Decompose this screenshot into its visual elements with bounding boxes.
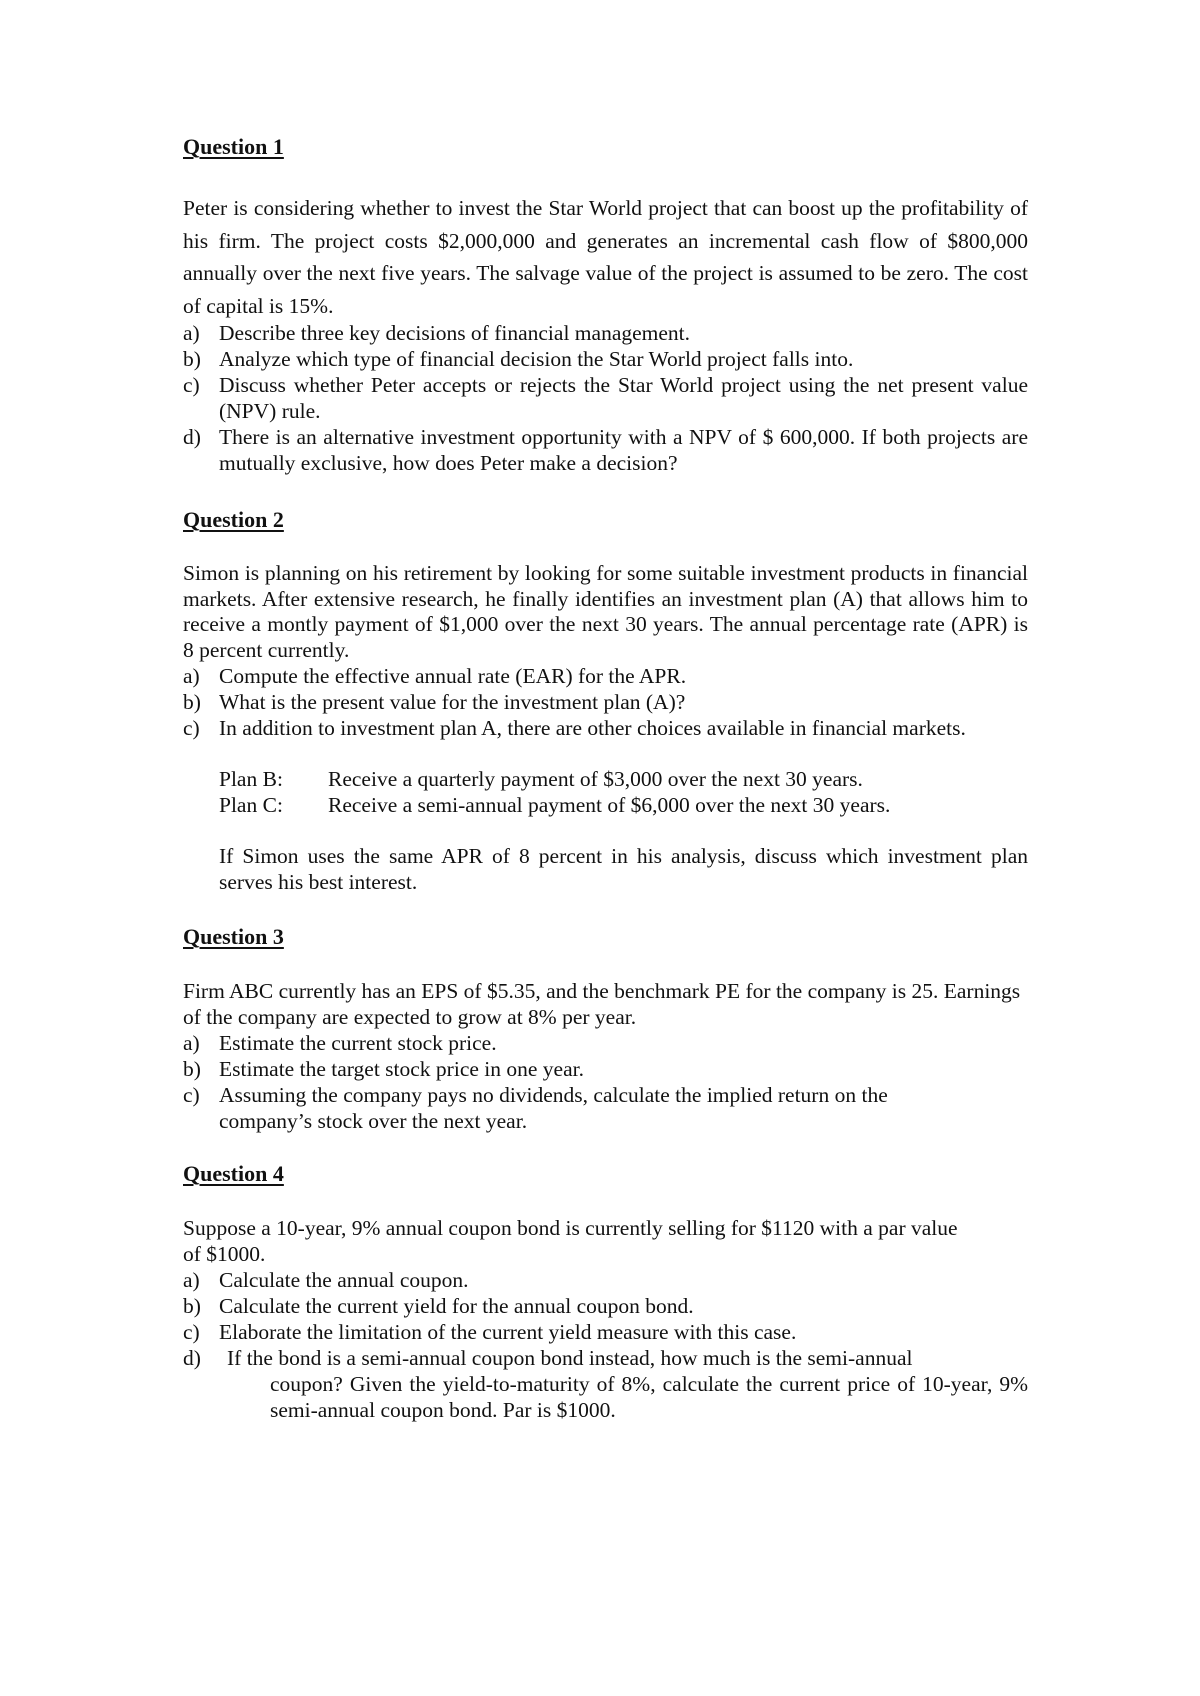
item-text: In addition to investment plan A, there are other choices available in financial markets.: [219, 716, 966, 740]
question-2-intro: Simon is planning on his retirement by looking for some suitable investment products in financial markets. After extensive research, he finally identifies an investment plan (A) that allows him to receive a montly payment of $1,000 over the next 30 years. The annual percentage rate (APR) is 8 percent currently.: [183, 561, 1028, 662]
list-item: [183, 1345, 1028, 1423]
list-item: [183, 689, 1028, 715]
item-label: c): [183, 1083, 200, 1107]
item-text: Describe three key decisions of financial management.: [219, 321, 691, 345]
question-4: [183, 1160, 1028, 1423]
list-item: [183, 320, 1028, 346]
investment-plans: [219, 766, 1028, 818]
list-item: [183, 346, 1028, 372]
question-3-items: [183, 1030, 1028, 1134]
item-label: d): [183, 1346, 201, 1370]
item-text-first-line: If the bond is a semi-annual coupon bond instead, how much is the semi-annual: [227, 1346, 913, 1370]
question-2: [183, 506, 1028, 895]
item-text: Calculate the current yield for the annual coupon bond.: [219, 1294, 694, 1318]
list-item: [183, 663, 1028, 689]
list-item: [183, 1293, 1028, 1319]
item-label: c): [183, 716, 200, 740]
item-text: Calculate the annual coupon.: [219, 1268, 469, 1292]
question-4-heading: Question 4: [183, 1161, 284, 1186]
item-label: c): [183, 1320, 200, 1344]
question-4-intro: Suppose a 10-year, 9% annual coupon bond is currently selling for $1120 with a par value of $1000.: [183, 1216, 958, 1266]
item-text: Estimate the current stock price.: [219, 1031, 497, 1055]
item-label: a): [183, 664, 200, 688]
item-label: b): [183, 1057, 201, 1081]
list-item: [183, 1319, 1028, 1345]
list-item: [183, 1082, 1028, 1134]
question-1-heading: Question 1: [183, 134, 284, 159]
list-item: [183, 1267, 1028, 1293]
question-3-intro: Firm ABC currently has an EPS of $5.35, and the benchmark PE for the company is 25. Earnings of the company are expected to grow at 8% per year.: [183, 979, 1021, 1029]
plan-row-c: [219, 792, 1028, 818]
item-text: Analyze which type of financial decision the Star World project falls into.: [219, 347, 854, 371]
item-label: b): [183, 347, 201, 371]
item-label: b): [183, 690, 201, 714]
question-3: [183, 923, 1028, 1134]
plan-label: Plan C:: [219, 793, 283, 817]
item-label: a): [183, 1268, 200, 1292]
item-label: a): [183, 321, 200, 345]
item-text: There is an alternative investment opportunity with a NPV of $ 600,000. If both projects are mutually exclusive, how does Peter make a decision?: [219, 425, 1028, 475]
question-2-heading: Question 2: [183, 507, 284, 532]
question-4-items: [183, 1267, 1028, 1423]
item-text: What is the present value for the investment plan (A)?: [219, 690, 686, 714]
list-item: [183, 1056, 1028, 1082]
plan-text: Receive a quarterly payment of $3,000 over the next 30 years.: [328, 767, 863, 791]
item-text: Discuss whether Peter accepts or rejects the Star World project using the net present value (NPV) rule.: [219, 373, 1028, 423]
list-item: [183, 715, 1028, 741]
item-text: Assuming the company pays no dividends, calculate the implied return on the company’s stock over the next year.: [219, 1083, 888, 1133]
item-label: b): [183, 1294, 201, 1318]
item-label: a): [183, 1031, 200, 1055]
item-label: c): [183, 373, 200, 397]
question-1-items: [183, 320, 1028, 476]
item-text: Compute the effective annual rate (EAR) for the APR.: [219, 664, 687, 688]
plan-label: Plan B:: [219, 767, 283, 791]
question-1: [183, 133, 1028, 476]
item-label: d): [183, 425, 201, 449]
item-text-continuation: coupon? Given the yield-to-maturity of 8%, calculate the current price of 10-year, 9% semi-annual coupon bond. Par is $1000.: [270, 1372, 1028, 1422]
item-text: Estimate the target stock price in one year.: [219, 1057, 584, 1081]
list-item: [183, 424, 1028, 476]
question-1-intro: Peter is considering whether to invest the Star World project that can boost up the profitability of his firm. The project costs $2,000,000 and generates an incremental cash flow of $800,000 annually over the next five years. The salvage value of the project is assumed to be zero. The cost of capital is 15%.: [183, 196, 1028, 318]
plan-row-b: [219, 766, 1028, 792]
item-text: [219, 1345, 1028, 1423]
document-page: [183, 133, 1028, 1423]
plan-text: Receive a semi-annual payment of $6,000 over the next 30 years.: [328, 793, 891, 817]
question-3-heading: Question 3: [183, 924, 284, 949]
list-item: [183, 372, 1028, 424]
question-2-items: [183, 663, 1028, 741]
list-item: [183, 1030, 1028, 1056]
question-2-closing: If Simon uses the same APR of 8 percent in his analysis, discuss which investment plan serves his best interest.: [219, 844, 1028, 894]
item-text: Elaborate the limitation of the current yield measure with this case.: [219, 1320, 797, 1344]
